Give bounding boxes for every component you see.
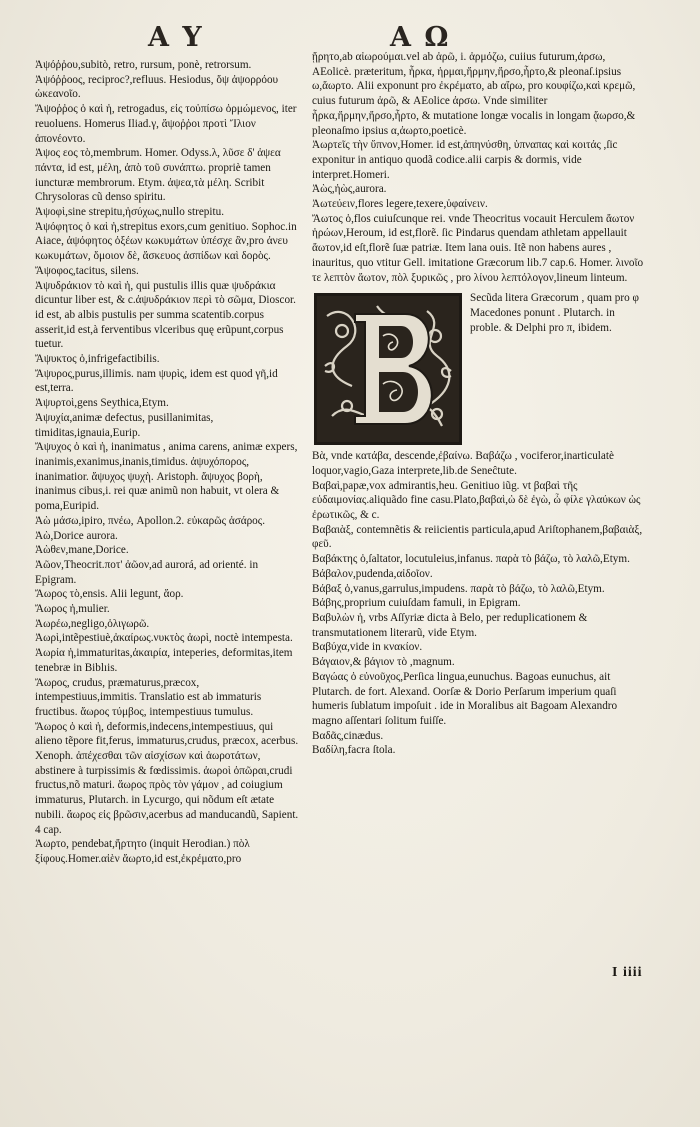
dictionary-entry: Ἀωρία ἡ,immaturitas,ἀκαιρία, inteperies, deformitas,item tenebræ in Biblıis. bbox=[35, 647, 293, 674]
header-left: Α Υ bbox=[148, 22, 204, 53]
dictionary-entry: Ἄωρος, crudus, præmaturus,præcox, intempestiuus,immitis. Translatio est ab immaturis fructibus. ἄωρος τύμβος, intempestiuus tumulus. bbox=[35, 676, 262, 718]
dictionary-entry: Ἄψυκτος ὁ,infrigefactibilis. bbox=[35, 353, 160, 366]
dictionary-entry: Ἀψυχία,animæ defectus, pusillanimitas, timiditas,ignauia,Eurip. bbox=[35, 411, 214, 439]
dictionary-entry: Βάγαιον,& βάγιον τὸ ,magnum. bbox=[312, 656, 455, 669]
dictionary-entry: Βαγώας ὁ εὐνοῦχος,Perſica lingua,eunuchus. Bagoas eunuchus, ait Plutarch. de fort. Alexand. Oorſæ & Dorio Perſarum imperium quaſi humeris ſublatum impoſuit . ide in Moralibus ait Bagoam Alexandro magno aſſentari ſolitum fuiſſe. bbox=[312, 670, 618, 727]
signature-mark: I iiii bbox=[612, 965, 643, 980]
dictionary-entry: Ἀωρὶ,intẽpestiuè,ἀκαίρως.νυκτὸς ἀωρὶ, noctè intempesta. bbox=[35, 632, 293, 645]
dictionary-entry: Ἀψόῤῥου,subitò, retro, rursum, ponè, retrorsum. bbox=[35, 59, 252, 71]
dictionary-entry: Ἀψόφητος ὁ καὶ ἡ,strepitus exors,cum genitiuo. Sophoc.in Aiace, ἀψόφητος ὀξέων κωκυμάτων ὑπέσχε ἂν,pro ἀνευ κωκυμάτων, ὅμοιον δὲ, ἄσκευος ἀσπίδων καὶ δορὸς. bbox=[35, 220, 297, 263]
dictionary-entry: Ἀψόῤῥοος, reciproc?,refluus. Hesiodus, ὄψ ἀψορρόου ὠκεανοῖο. bbox=[35, 73, 279, 101]
dictionary-entry: Βαδᾶς,cinædus. bbox=[312, 729, 384, 742]
dictionary-entry: Βὰ, vnde κατάβα, descende,ἐβαίνω. Βαβάζω , vociferor,inarticulatè loquor,vagio,Gaza interprete,lib.de Seneĉtute. bbox=[312, 450, 614, 477]
dictionary-entry: Ἀψος εος τὸ,membrum. Homer. Odyss.λ, λῦσε δ' ἀψεα πάντα, id est, μέλη, ἀπὸ τοῦ συνάπτω. propriè tamen iuncturæ membrorum. Etym. ἀψεα,τὰ μέλη. Scribit Chrysoloras cũ denso spiritu. bbox=[35, 147, 281, 204]
dictionary-entry: Ἀψυδράκιον τὸ καὶ ἡ, qui pustulis illis quæ ψυδράκια dicuntur liber est, & c.ἀψυδράκιον περὶ τὸ σῶμα, Dioscor. id est, ab albis pustulis per summa scatentib.corpus asserit,id est,à ferventibus vlceribus quę erũpunt,corpus tuetur. bbox=[35, 279, 296, 351]
dictionary-entry: Ἀψυρτοὶ,gens Seythica,Etym. bbox=[35, 397, 169, 410]
dictionary-entry: ᾔρητο,ab αἰωρούμαι.vel ab ἀρῶ, i. ἀρμόζω, cuiius futurum,ἀρσω, AEolicè. præteritum, ἦρκα, ἠρμαι,ἤρμην,ἤρσο,ἦρτο,& pleonaſ.ipsius ω,ἄωρτο. Alii exponunt pro ἐκρέματο, ab αἴρω, pro κουφίζω,καὶ κρεμῶ, cuius futurum ἀρῶ, & AEolice ἀρσω. Vnde similiter ἦρκα,ἤρμην,ἤρσο,ἦρτο, & mutatione longæ vocalis in longam ᾄωρσο,& pleonaſmo ipsius α,ἀωρτο,poeticè. bbox=[312, 51, 636, 137]
section-b-opening bbox=[312, 291, 645, 461]
dictionary-entry: Ἀὼθεν,mane,Dorice. bbox=[35, 544, 129, 557]
right-column bbox=[312, 50, 645, 758]
dictionary-entry: Βαβαὶ,papæ,vox admirantis,heu. Genitiuo iũg. vt βαβαὶ τῆς εὐδαιμονίας.aliquãdo fine casu.Plato,βαβαὶ,ὡ δὲ ἐγὼ, ὦ φίλε γλαύκων ὡς ἐρωτικῶς, & c. bbox=[312, 479, 641, 522]
dictionary-entry: Βαβυλὼν ἡ, vrbs Aſſyriæ dicta à Belo, per reduplicationem & transmutationem literarũ, vide Etym. bbox=[312, 611, 588, 639]
dictionary-entry: Βαβαιὰξ, contemnẽtis & reiicientis particula,apud Ariſtophanem,βαβαιὰξ, φεῦ. bbox=[312, 523, 643, 551]
initial-gloss: Secũda litera Græcorum , quam pro φ Macedones ponunt . Plutarch. in proble. & Delphi pro π, ibidem. bbox=[470, 292, 639, 334]
dictionary-entry: Ἄψοῤῥος ὁ καὶ ἡ, retrogadus, εἰς τοὐπίσω ὁρμώμενος, iter reuoluens. Homerus Iliad.γ, ἄψοῤῥοι προτὶ Ἴλιον ἀπονέοντο. bbox=[35, 103, 297, 145]
b-entries bbox=[312, 449, 645, 758]
header-right: Α Ω bbox=[390, 22, 451, 53]
left-column bbox=[35, 58, 299, 867]
dictionary-entry: Ἀὼς,ἠὼς,aurora. bbox=[312, 183, 387, 196]
dictionary-entry: Ἄωρος τὸ,ensis. Alii legunt, ἄορ. bbox=[35, 588, 184, 601]
dictionary-entry: Ἀωρέω,negligo,ὀλιγωρῶ. bbox=[35, 617, 150, 630]
dictionary-entry: Ἄψυχος ὁ καὶ ἡ, inanimatus , anima carens, animæ expers, inanimis,exanimus,inanis,timidus. ἀψυχόπορος, inanimatior. ἄψυχος ψυχὴ. Aristoph. ἄψυχος βορὴ, inanimus cibus,i. rei quæ animũ non habuit, vt olera & poma,Euripid. bbox=[35, 441, 298, 513]
dictionary-entry: Ἀωρτεῖς τὴν ὕπνον,Homer. id est,ἀπηνύσθη, ὑπναπας καὶ κοιτάς ,ſic exponitur in antiquo quodã codice.alii carpis & dormis, vide interpret.Homeri. bbox=[312, 139, 618, 181]
dictionary-entry: Ἀωρτο, pendebat,ἤρτητο (inquit Herodian.) πὸλ ξίφους.Homer.αἰὲν ἄωρτο,id est,ἐκρέματο,pro bbox=[35, 838, 250, 865]
dictionary-entry: Βάβαξ ὁ,vanus,garrulus,impudens. παρὰ τὸ βάζω, τὸ λαλῶ,Etym. bbox=[312, 582, 605, 595]
dictionary-entry: Ἀὼ,Dorice aurora. bbox=[35, 529, 118, 542]
dictionary-entry: Ἄωρος ὁ καὶ ἡ, deformis,indecens,intempestiuus, qui alieno tẽpore fit,ferus, immaturus,crudus, præcox, acerbus. Xenoph. ἀπέχεσθαι τῶν αἰσχίσων καὶ ἀωροτάτων, abstinere à turpissimis & fœdissimis. ἀωροὶ ὀπῶραι,crudi fructus,nõ maturi. ἄωρος πρὸς τὸν γάμον , ad coiugium immaturus, Plutarch. in Lycurgo, qui nõdum eſt ætate nubili. ἄωρος εἰς βρῶσιν,acerbus ad manducandũ, Sapient. 4 cap. bbox=[35, 720, 299, 836]
ornamental-initial-b bbox=[314, 293, 462, 445]
dictionary-entry: Ἄψοφος,tacitus, silens. bbox=[35, 264, 139, 277]
dictionary-entry: Ἄψυρος,purus,illimis. nam ψυρὶς, idem est quod γῆ,id est,terra. bbox=[35, 367, 278, 395]
dictionary-entry: Ἀψοφὶ,sine strepitu,ἡσύχως,nullo strepitu. bbox=[35, 206, 224, 219]
dictionary-entry: Ἄωτος ὁ,flos cuiuſcunque rei. vnde Theocritus vocauit Herculem ἄωτον ἡρώων,Heroum, id est,florẽ. ſic Pindarus quendam athletam appellauit ἄωτον,id eſt,florẽ ſuæ patriæ. Item lana ouis. Itẽ non habens aures , inauritus, quo vtitur Gell. imitatione Græcorum lib.7 cap.6. Homer. λινοῖο τε λεπτὸν ἄωτον, πὸλ ξυρικῶς , pro λίνου λεπτόλογον,lineum linteum. bbox=[312, 212, 644, 284]
initial-b-icon bbox=[317, 296, 459, 442]
dictionary-entry: Ἄωρος ἡ,mulier. bbox=[35, 603, 110, 616]
dictionary-entry: Ἀωτεύειν,flores legere,texere,ὑφαίνειν. bbox=[312, 198, 488, 211]
dictionary-entry: Βαβάκτης ὁ,ſaltator, locutuleius,infanus. παρὰ τὸ βάζω, τὸ λαλῶ,Etym. bbox=[312, 553, 630, 566]
dictionary-entry: Βάβαλον,pudenda,αἰδοῖον. bbox=[312, 567, 433, 580]
dictionary-entry: Βαδίλη,facra ſtola. bbox=[312, 744, 396, 757]
dictionary-entry: Βάβης,proprium cuiuſdam famuli, in Epigram. bbox=[312, 597, 521, 610]
dictionary-entry: Ἀῶον,Theocrit.ποτ' ἀῶον,ad aurorá, ad orienté. in Epigram. bbox=[35, 558, 259, 586]
dictionary-entry: Ἀὼ μάσω,ipiro, πνέω, Apollon.2. εὐκαρῶς ἀσάρος. bbox=[35, 514, 265, 527]
dictionary-entry: Βαβύχα,vide in κνακίον. bbox=[312, 641, 423, 654]
